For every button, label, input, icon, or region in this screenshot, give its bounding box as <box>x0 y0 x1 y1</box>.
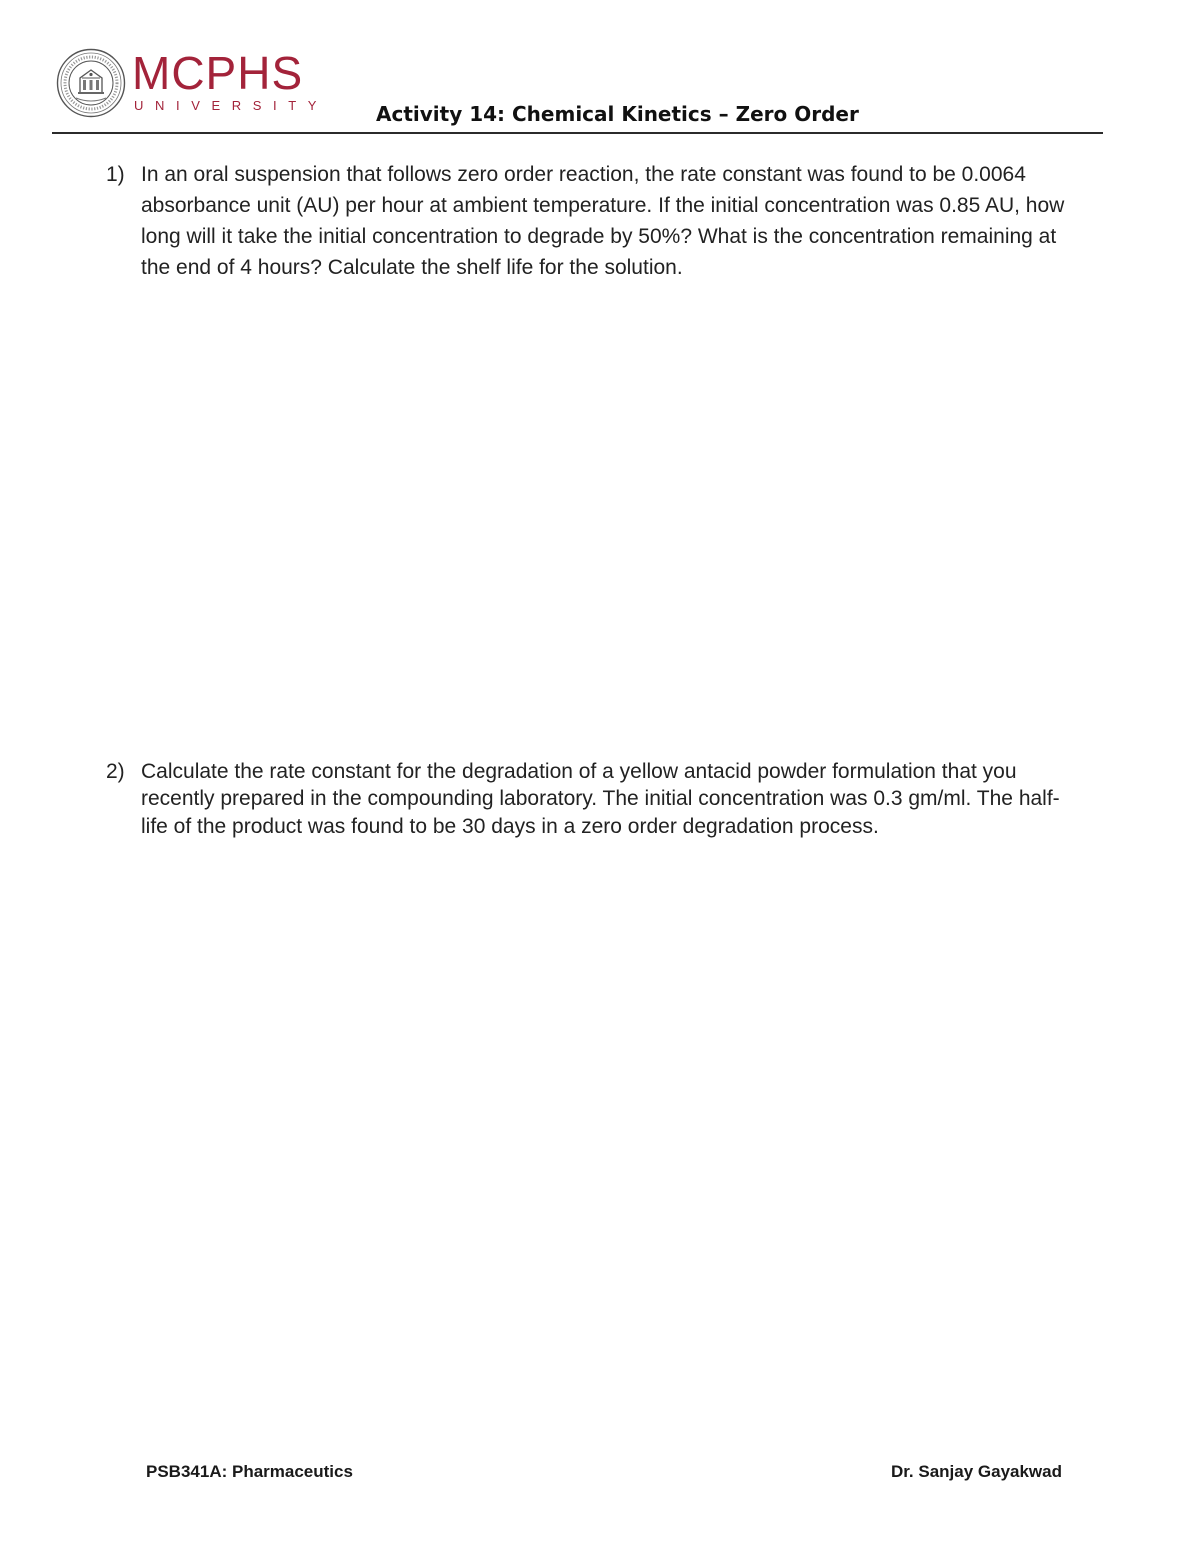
footer-instructor: Dr. Sanjay Gayakwad <box>890 1462 1062 1481</box>
question-text: Calculate the rate constant for the degradation of a yellow antacid powder formulation that you recently prepared in the compounding laboratory. The initial concentration was 0.3 gm/ml. The half-life of the product was found to be 30 days in a zero order degradation process. <box>141 760 1060 838</box>
question-2 <box>106 758 1086 840</box>
header-divider <box>52 132 1103 134</box>
university-seal-icon <box>56 48 126 118</box>
university-logo <box>56 48 346 122</box>
wordmark <box>132 48 328 113</box>
question-number: 2) <box>106 760 125 783</box>
question-text: In an oral suspension that follows zero order reaction, the rate constant was found to be 0.0064 absorbance unit (AU) per hour at ambient temperature. If the initial concentration was 0.85 AU, how long will it take the initial concentration to degrade by 50%? What is the concentration remaining at the end of 4 hours? Calculate the shelf life for the solution. <box>141 163 1065 279</box>
wordmark-name: MCPHS <box>132 47 304 99</box>
question-1 <box>106 159 1086 283</box>
footer-course: PSB341A: Pharmaceutics <box>146 1462 353 1481</box>
page-title: Activity 14: Chemical Kinetics – Zero Order <box>376 102 859 126</box>
question-number: 1) <box>106 163 125 186</box>
wordmark-subtitle: UNIVERSITY <box>134 98 329 113</box>
